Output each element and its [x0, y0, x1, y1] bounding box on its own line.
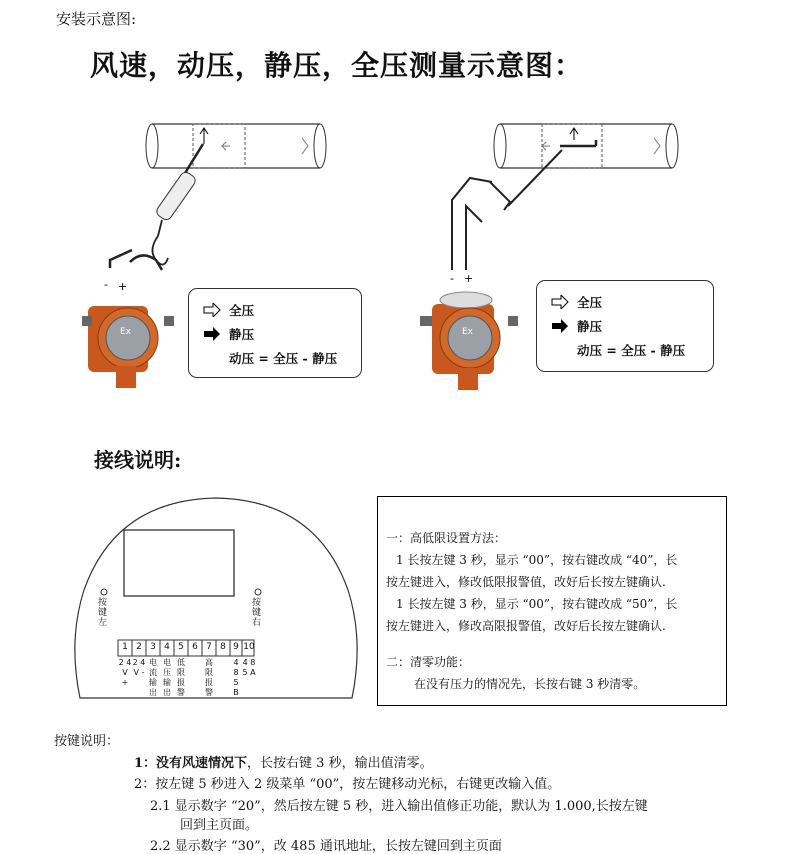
- key-item-2-1-cont: 回到主页面。: [180, 818, 259, 833]
- terminal-label: 4 8 5 B: [233, 658, 239, 697]
- terminal-label: 电 压 输 出: [163, 658, 171, 697]
- ex-label-left: Ex: [120, 327, 132, 337]
- terminal-number: 7: [206, 642, 212, 652]
- keys-heading: 按键说明：: [54, 734, 120, 749]
- legend-total-left: 全压: [229, 303, 255, 318]
- instruction-line: 1 长按左键 3 秒，显示 “00”，按右键改成 “40”，长: [396, 553, 678, 567]
- terminal-number: 3: [150, 642, 156, 652]
- legend-static-right: 静压: [577, 319, 603, 334]
- minus-label-left: -: [104, 278, 108, 291]
- right-key-label: 按键右: [252, 598, 262, 628]
- terminal-label: 高 限 报 警: [205, 658, 213, 697]
- ex-label-right: Ex: [462, 327, 474, 337]
- instruction-line: 二：清零功能：: [386, 655, 471, 669]
- instruction-line: 1 长按左键 3 秒，显示 “00”，按右键改成 “50”，长: [396, 597, 678, 611]
- instruction-line: 在没有压力的情况先，长按右键 3 秒清零。: [414, 677, 646, 691]
- legend-total-right: 全压: [577, 295, 603, 310]
- legend-formula-left: 动压 = 全压 - 静压: [229, 351, 338, 366]
- terminal-number: 2: [136, 642, 142, 652]
- instruction-line: 按左键进入，修改低限报警值，改好后长按左键确认.: [386, 575, 666, 589]
- measurement-diagram-title: 风速，动压，静压，全压测量示意图：: [90, 49, 584, 82]
- instruction-line: 按左键进入，修改高限报警值，改好后长按左键确认.: [386, 619, 666, 633]
- minus-label-right: -: [450, 272, 454, 285]
- wiring-title: 接线说明:: [94, 448, 182, 472]
- terminal-number: 6: [192, 642, 198, 652]
- terminal-number: 5: [178, 642, 184, 652]
- plus-label-left: +: [118, 280, 128, 293]
- legend-static-left: 静压: [229, 327, 255, 342]
- legend-formula-right: 动压 = 全压 - 静压: [577, 343, 686, 358]
- key-item-1: ，长按右键 3 秒，输出值清零。: [247, 756, 433, 771]
- terminal-number: 4: [164, 642, 170, 652]
- terminal-label: 低 限 报 警: [177, 658, 185, 697]
- instruction-line: 一：高低限设置方法：: [386, 531, 507, 545]
- plus-label-right: +: [464, 272, 474, 285]
- terminal-number: 8: [220, 642, 226, 652]
- terminal-label: 电 流 输 出: [149, 658, 157, 697]
- install-title: 安装示意图:: [56, 10, 137, 28]
- terminal-number: 9: [233, 642, 239, 652]
- key-item-1-bold: 1：没有风速情况下: [134, 756, 248, 771]
- key-item-2-1: 2.1 显示数字 “20”，然后按左键 5 秒，进入输出值修正功能，默认为 1.000,长按左键: [150, 799, 648, 814]
- terminal-number: 10: [243, 642, 255, 652]
- key-item-2: 2：按左键 5 秒进入 2 级菜单 “00”，按左键移动光标，右键更改输入值。: [134, 777, 561, 792]
- left-key-label: 按键左: [98, 598, 108, 628]
- terminal-number: 1: [122, 642, 128, 652]
- terminal-label: 2 4 V -: [132, 658, 146, 677]
- terminal-label: 4 8 5 A: [242, 658, 256, 677]
- terminal-label: 2 4 V +: [118, 658, 132, 687]
- key-item-2-2: 2.2 显示数字 “30”，改 485 通讯地址，长按左键回到主页面: [150, 839, 502, 854]
